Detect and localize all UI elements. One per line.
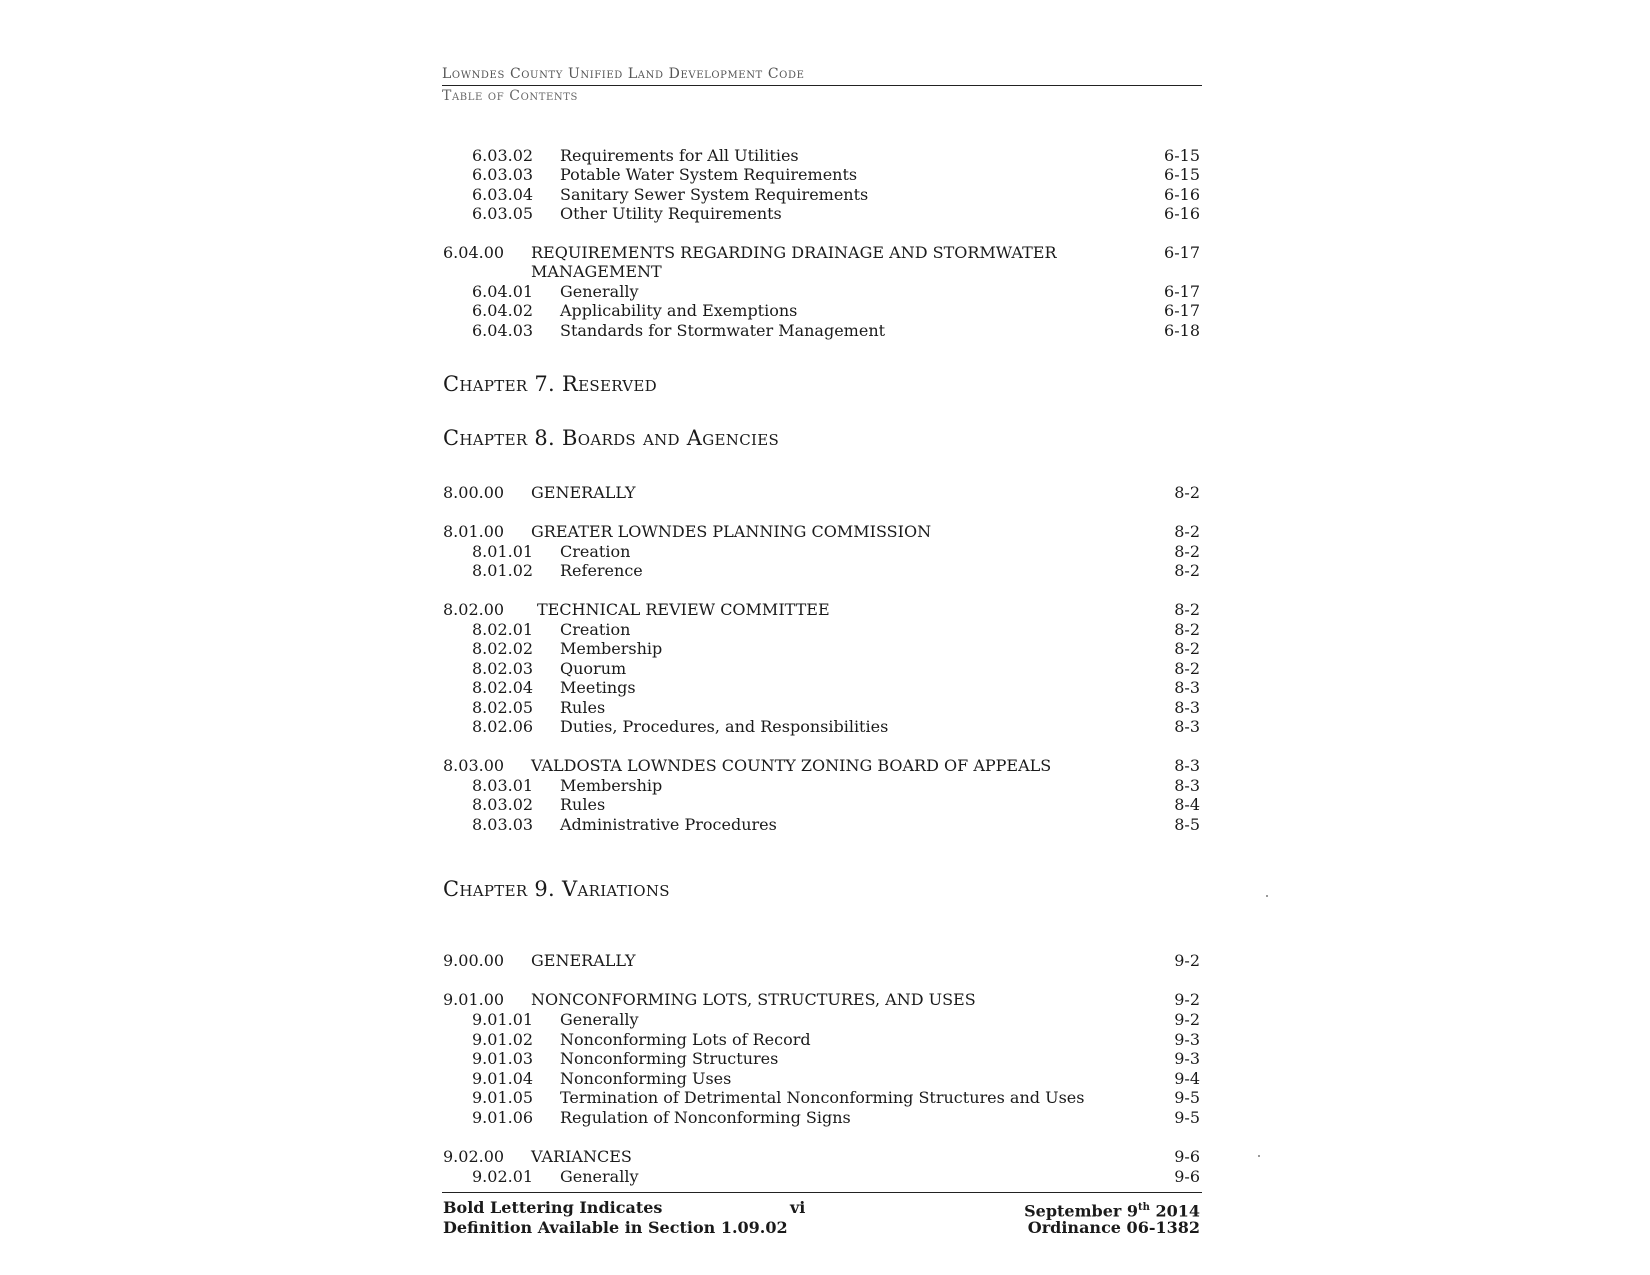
- toc-entry-number: 8.02.02: [472, 639, 534, 658]
- toc-entry-title: Nonconforming Uses: [560, 1069, 732, 1088]
- footer-note-line-1: Bold Lettering Indicates: [443, 1198, 663, 1217]
- header-rule: [442, 85, 1202, 86]
- toc-entry-page: 8-2: [1174, 483, 1200, 502]
- toc-entry-page: 8-2: [1174, 620, 1200, 639]
- toc-entry-title: Sanitary Sewer System Requirements: [560, 185, 869, 204]
- toc-entry-number: 9.01.04: [472, 1069, 534, 1088]
- toc-entry-page: 8-3: [1174, 717, 1200, 736]
- toc-entry-number: 8.00.00: [443, 483, 505, 502]
- chapter-8-heading: Chapter 8. Boards and Agencies: [443, 426, 780, 450]
- footer-note-line-2: Definition Available in Section 1.09.02: [443, 1218, 788, 1237]
- toc-entry-number: 8.02.06: [472, 717, 534, 736]
- toc-entry-number: 8.02.04: [472, 678, 534, 697]
- toc-entry-page: 6-16: [1164, 185, 1200, 204]
- toc-entry-title: MANAGEMENT: [531, 262, 662, 281]
- toc-entry-number: 9.01.03: [472, 1049, 534, 1068]
- toc-entry-number: 8.02.05: [472, 698, 534, 717]
- toc-entry-number: 6.03.04: [472, 185, 534, 204]
- toc-entry-page: 6-17: [1164, 243, 1200, 262]
- toc-entry-title: REQUIREMENTS REGARDING DRAINAGE AND STORMWATER: [531, 243, 1057, 262]
- section-subtitle: Table of Contents: [442, 88, 578, 104]
- toc-entry-title: Generally: [560, 1010, 639, 1029]
- toc-entry-title: Administrative Procedures: [560, 815, 777, 834]
- toc-entry-title: NONCONFORMING LOTS, STRUCTURES, AND USES: [531, 990, 976, 1009]
- toc-entry-title: Other Utility Requirements: [560, 204, 782, 223]
- toc-entry-title: Generally: [560, 282, 639, 301]
- toc-entry-page: 8-3: [1174, 776, 1200, 795]
- chapter-7-heading: Chapter 7. Reserved: [443, 372, 657, 396]
- toc-entry-number: 8.02.01: [472, 620, 534, 639]
- chapter-9-heading: Chapter 9. Variations: [443, 877, 670, 901]
- scan-speck: [1258, 1155, 1260, 1157]
- toc-entry-page: 9-4: [1174, 1069, 1200, 1088]
- footer-ordinance: Ordinance 06-1382: [1027, 1218, 1200, 1237]
- toc-entry-page: 9-5: [1174, 1088, 1200, 1107]
- page-number: vi: [790, 1198, 806, 1217]
- toc-entry-number: 6.04.01: [472, 282, 534, 301]
- toc-entry-title: Potable Water System Requirements: [560, 165, 858, 184]
- toc-entry-number: 8.03.00: [443, 756, 505, 775]
- toc-entry-title: Membership: [560, 776, 663, 795]
- toc-entry-page: 9-3: [1174, 1049, 1200, 1068]
- toc-entry-title: Applicability and Exemptions: [560, 301, 798, 320]
- toc-entry-page: 6-15: [1164, 146, 1200, 165]
- toc-entry-page: 8-2: [1174, 542, 1200, 561]
- toc-entry-title: Regulation of Nonconforming Signs: [560, 1108, 851, 1127]
- toc-entry-page: 6-16: [1164, 204, 1200, 223]
- scan-speck: [1266, 895, 1268, 897]
- document-title: Lowndes County Unified Land Development Code: [442, 66, 805, 82]
- toc-entry-number: 8.01.01: [472, 542, 534, 561]
- toc-entry-page: 9-6: [1174, 1147, 1200, 1166]
- footer-rule: [442, 1192, 1202, 1193]
- toc-entry-page: 9-3: [1174, 1030, 1200, 1049]
- toc-entry-title: TECHNICAL REVIEW COMMITTEE: [537, 600, 830, 619]
- toc-entry-page: 6-17: [1164, 301, 1200, 320]
- toc-entry-number: 8.03.02: [472, 795, 534, 814]
- toc-entry-number: 9.01.00: [443, 990, 505, 1009]
- toc-entry-page: 8-4: [1174, 795, 1200, 814]
- toc-entry-number: 8.01.02: [472, 561, 534, 580]
- toc-entry-page: 6-15: [1164, 165, 1200, 184]
- toc-entry-number: 8.03.01: [472, 776, 534, 795]
- toc-entry-title: Nonconforming Lots of Record: [560, 1030, 811, 1049]
- toc-entry-number: 6.03.05: [472, 204, 534, 223]
- toc-entry-title: GREATER LOWNDES PLANNING COMMISSION: [531, 522, 932, 541]
- toc-entry-title: VARIANCES: [531, 1147, 632, 1166]
- toc-entry-number: 6.04.00: [443, 243, 505, 262]
- toc-entry-page: 6-18: [1164, 321, 1200, 340]
- toc-entry-page: 8-3: [1174, 756, 1200, 775]
- toc-entry-title: Creation: [560, 542, 631, 561]
- toc-entry-title: Meetings: [560, 678, 636, 697]
- toc-entry-number: 9.01.05: [472, 1088, 534, 1107]
- toc-entry-number: 6.03.02: [472, 146, 534, 165]
- toc-entry-page: 8-5: [1174, 815, 1200, 834]
- toc-entry-title: Rules: [560, 795, 606, 814]
- toc-entry-number: 8.01.00: [443, 522, 505, 541]
- toc-entry-title: Duties, Procedures, and Responsibilities: [560, 717, 889, 736]
- toc-entry-title: VALDOSTA LOWNDES COUNTY ZONING BOARD OF APPEALS: [531, 756, 1052, 775]
- toc-entry-page: 8-2: [1174, 639, 1200, 658]
- toc-entry-number: 8.02.03: [472, 659, 534, 678]
- toc-entry-title: Standards for Stormwater Management: [560, 321, 886, 340]
- footer-date-year: 2014: [1149, 1201, 1200, 1221]
- footer-date-prefix: September 9: [1024, 1201, 1138, 1221]
- footer-date-suffix: th: [1138, 1202, 1150, 1213]
- toc-entry-number: 6.04.03: [472, 321, 534, 340]
- toc-entry-number: 6.04.02: [472, 301, 534, 320]
- toc-entry-page: 9-2: [1174, 990, 1200, 1009]
- toc-entry-title: Quorum: [560, 659, 627, 678]
- toc-entry-number: 8.03.03: [472, 815, 534, 834]
- toc-entry-title: Generally: [560, 1167, 639, 1186]
- toc-entry-title: Reference: [560, 561, 643, 580]
- toc-entry-number: 9.00.00: [443, 951, 505, 970]
- toc-entry-title: Termination of Detrimental Nonconforming Structures and Uses: [560, 1088, 1085, 1107]
- toc-entry-number: 9.01.01: [472, 1010, 534, 1029]
- toc-entry-title: Membership: [560, 639, 663, 658]
- toc-entry-title: Rules: [560, 698, 606, 717]
- toc-entry-page: 8-2: [1174, 522, 1200, 541]
- toc-entry-number: 8.02.00: [443, 600, 505, 619]
- toc-entry-page: 8-2: [1174, 659, 1200, 678]
- toc-entry-page: 8-3: [1174, 678, 1200, 697]
- toc-entry-page: 9-5: [1174, 1108, 1200, 1127]
- toc-entry-number: 6.03.03: [472, 165, 534, 184]
- toc-entry-page: 9-6: [1174, 1167, 1200, 1186]
- toc-entry-page: 8-2: [1174, 561, 1200, 580]
- toc-entry-page: 9-2: [1174, 951, 1200, 970]
- toc-entry-number: 9.02.01: [472, 1167, 534, 1186]
- toc-entry-number: 9.01.02: [472, 1030, 534, 1049]
- toc-entry-title: Requirements for All Utilities: [560, 146, 799, 165]
- toc-entry-title: GENERALLY: [531, 951, 636, 970]
- toc-entry-title: GENERALLY: [531, 483, 636, 502]
- toc-entry-title: Nonconforming Structures: [560, 1049, 779, 1068]
- toc-entry-page: 8-2: [1174, 600, 1200, 619]
- toc-entry-title: Creation: [560, 620, 631, 639]
- toc-entry-page: 6-17: [1164, 282, 1200, 301]
- toc-entry-number: 9.02.00: [443, 1147, 505, 1166]
- toc-entry-page: 9-2: [1174, 1010, 1200, 1029]
- toc-entry-page: 8-3: [1174, 698, 1200, 717]
- toc-entry-number: 9.01.06: [472, 1108, 534, 1127]
